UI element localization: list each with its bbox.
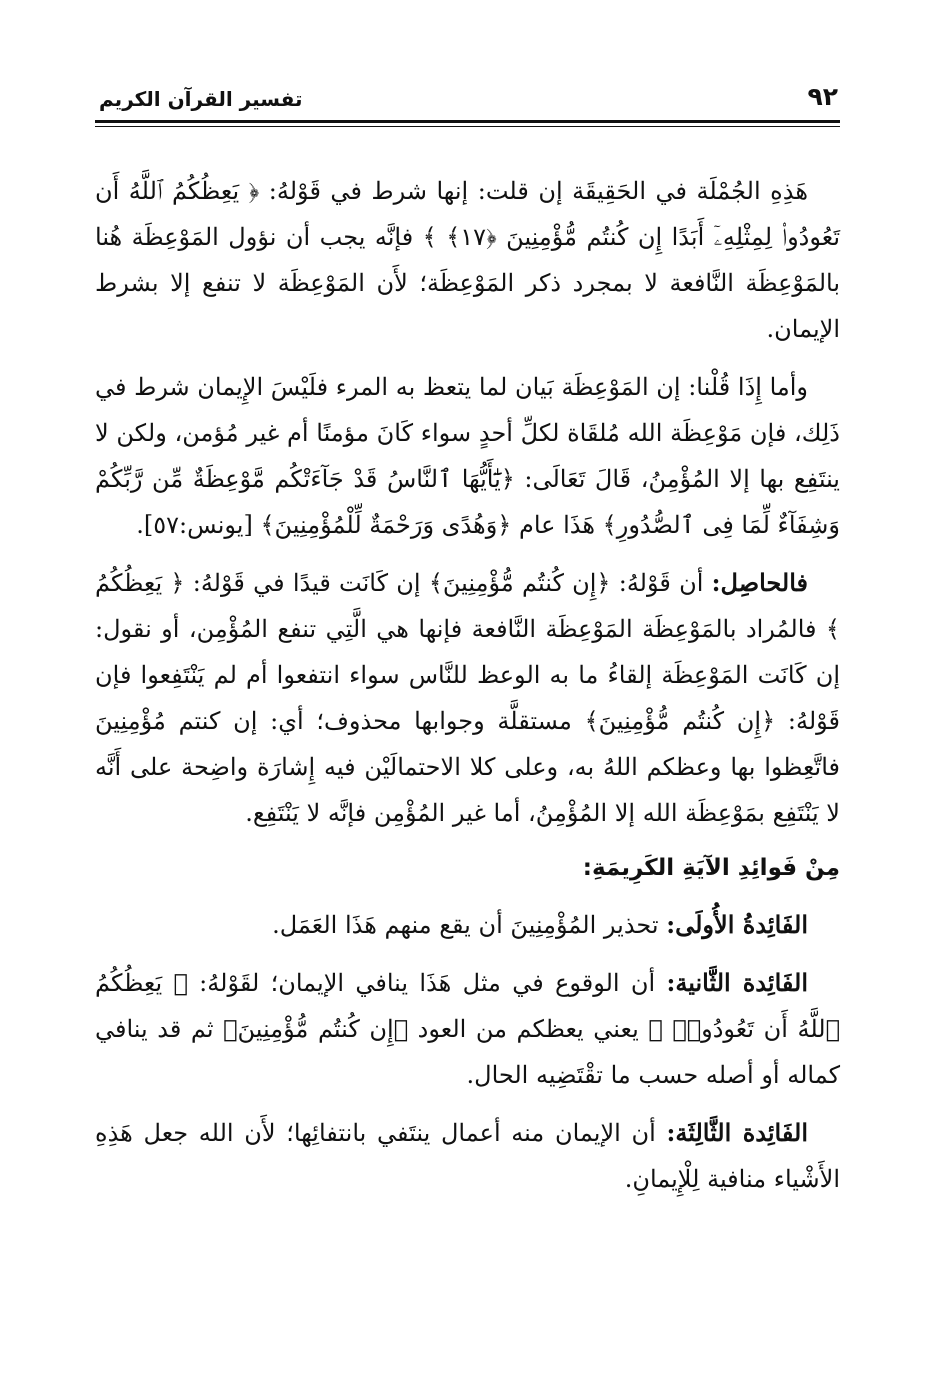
- section-heading: مِنْ فَوائِدِ الآيَةِ الكَرِيمَةِ:: [582, 855, 840, 881]
- paragraph-1: [95, 168, 840, 352]
- page-number: ٩٢: [807, 82, 838, 111]
- paragraph-text: هَذِهِ الجُمْلَة في الحَقِيقَة إن قلت: إنها شرط في قَوْلهُ: ﴿ يَعِظُكُمُ ٱللَّهُ أَن تَعُودُوا۟ لِمِثْلِهِۦٓ أَبَدًا إِن كُنتُم مُّؤْمِنِينَ ﴿١٧﴾ ﴾ فإنَّه يجب أن نؤول المَوْعِظَة هُنا بالمَوْعِظَة النَّافعة لا بمجرد ذكر المَوْعِظَة؛ لأَن المَوْعِظَة لا تنفع إلا بشرط الإيمان.: [95, 177, 840, 343]
- benefit-lead: الفَائِدة الثَّالِثَة:: [666, 1118, 808, 1147]
- page-body: [95, 168, 840, 1202]
- paragraph-text: وأما إِذَا قُلْنا: إن المَوْعِظَة بَيان لما يتعظ به المرء فلَيْسَ الإِيمان شرط في ذَلِك، فإن مَوْعِظَة الله مُلقَاة لكلِّ أحدٍ سواء كَانَ مؤمنًا أم غير مُؤمن، ولكن لا ينتَفِع بها إلا المُؤْمِنُ، قَالَ تَعَالَى: ﴿يَٰٓأَيُّهَا ٱلنَّاسُ قَدْ جَآءَتْكُم مَّوْعِظَةٌ مِّن رَّبِّكُمْ وَشِفَآءٌ لِّمَا فِى ٱلصُّدُورِ﴾ هَذَا عام ﴿وَهُدًى وَرَحْمَةٌ لِّلْمُؤْمِنِينَ﴾ [يونس:٥٧].: [95, 373, 840, 539]
- benefit-2: [95, 960, 840, 1098]
- benefit-text: تحذير المُؤْمِنِينَ أن يقع منهم هَذَا العَمَل.: [272, 911, 659, 939]
- benefit-text: أن الإيمان منه أعمال ينتَفي بانتفائِها؛ لأَن الله جعل هَذِهِ الأَشْياء منافية لِلْإِيمانِ.: [95, 1119, 840, 1193]
- benefit-1: [95, 902, 840, 948]
- paragraph-text: أن قَوْلهُ: ﴿إِن كُنتُم مُّؤْمِنِينَ﴾ إن كَانَت قيدًا في قَوْلهُ: ﴿ يَعِظُكُمُ ﴾ فالمُراد بالمَوْعِظَة المَوْعِظَة النَّافعة فإنها هي الَّتِي تنفع المُؤْمِن، أو نقول: إن كَانَت المَوْعِظَة إلقاءُ ما به الوعظ للنَّاس سواء انتفعوا أم لم يَنْتَفِعوا فإن قَوْلهُ: ﴿إِن كُنتُم مُّؤْمِنِينَ﴾ مستقلَّة وجوابها محذوف؛ أي: إن كنتم مُؤْمِنِينَ فاتَّعِظوا بها وعظكم اللهُ به، وعلى كلا الاحتمالَيْن فيه إِشارَة واضِحة على أَنَّه لا يَنْتَفِع بمَوْعِظَة الله إلا المُؤْمِنُ، أما غير المُؤْمِن فإنَّه لا يَنْتَفِع.: [95, 569, 840, 827]
- paragraph-2: [95, 364, 840, 548]
- benefit-lead: الفَائِدةُ الأُولَى:: [666, 910, 808, 939]
- benefit-lead: الفَائِدة الثَّانية:: [666, 968, 809, 997]
- page-header: [95, 78, 840, 118]
- running-title: تفسير القرآن الكريم: [99, 87, 303, 111]
- paragraph-lead: فالحاصِل:: [711, 568, 808, 597]
- benefit-3: [95, 1110, 840, 1202]
- header-rule: [95, 120, 840, 123]
- paragraph-3: [95, 560, 840, 836]
- benefit-text: أن الوقوع في مثل هَذَا ينافي الإيمان؛ لقَوْلهُ: ﴿ يَعِظُكُمُ ٱللَّهُ أَن تَعُودُوا۟ ﴾ يعني يعظكم من العود ﴿إِن كُنتُم مُّؤْمِنِينَ﴾ ثم قد ينافي كماله أو أصله حسب ما تقْتَضِيه الحال.: [95, 969, 841, 1089]
- book-page: [95, 78, 840, 1214]
